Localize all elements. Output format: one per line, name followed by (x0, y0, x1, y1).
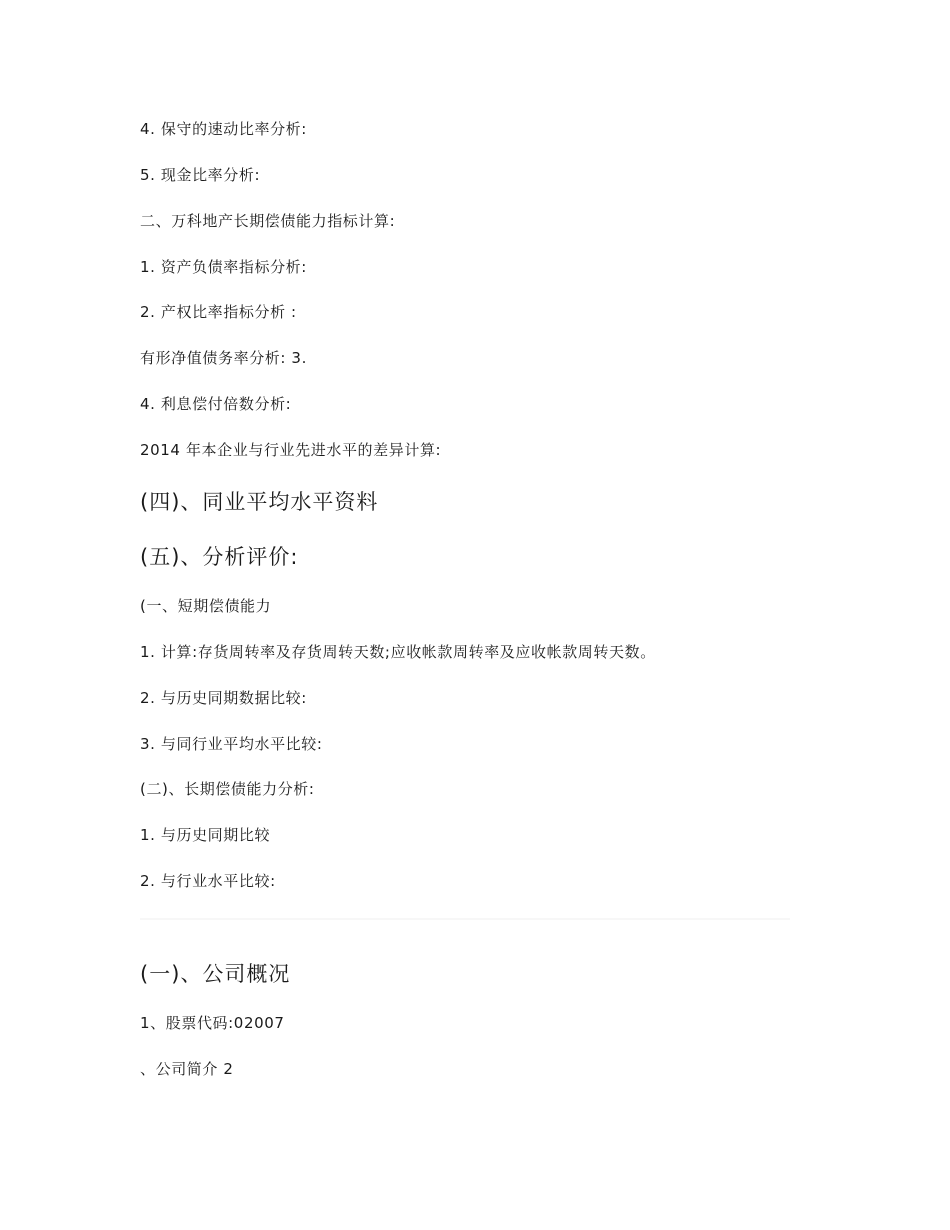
section-heading: (一)、公司概况 (140, 962, 291, 986)
text-line: 2014 年本企业与行业先进水平的差异计算: (140, 441, 442, 459)
text-line: 1. 计算:存货周转率及存货周转天数;应收帐款周转率及应收帐款周转天数。 (140, 643, 656, 661)
text-line: 、公司简介 2 (140, 1060, 234, 1078)
text-line: 2. 产权比率指标分析 : (140, 303, 297, 321)
text-line: 3. 与同行业平均水平比较: (140, 735, 323, 753)
text-line: 有形净值债务率分析: 3. (140, 349, 307, 367)
faint-divider (140, 918, 790, 920)
section-title: 二、万科地产长期偿债能力指标计算: (140, 212, 396, 230)
section-heading: (五)、分析评价: (140, 545, 299, 569)
section-heading: (四)、同业平均水平资料 (140, 490, 379, 514)
text-line: 1. 与历史同期比较 (140, 826, 271, 844)
text-line: 4. 利息偿付倍数分析: (140, 395, 292, 413)
subsection-title: (一、短期偿债能力 (140, 597, 272, 615)
text-line: 1、股票代码:02007 (140, 1014, 285, 1032)
text-line: 2. 与历史同期数据比较: (140, 689, 307, 707)
text-line: 4. 保守的速动比率分析: (140, 120, 307, 138)
text-line: 5. 现金比率分析: (140, 166, 261, 184)
subsection-title: (二)、长期偿债能力分析: (140, 780, 315, 798)
text-line: 1. 资产负债率指标分析: (140, 258, 307, 276)
text-line: 2. 与行业水平比较: (140, 872, 276, 890)
